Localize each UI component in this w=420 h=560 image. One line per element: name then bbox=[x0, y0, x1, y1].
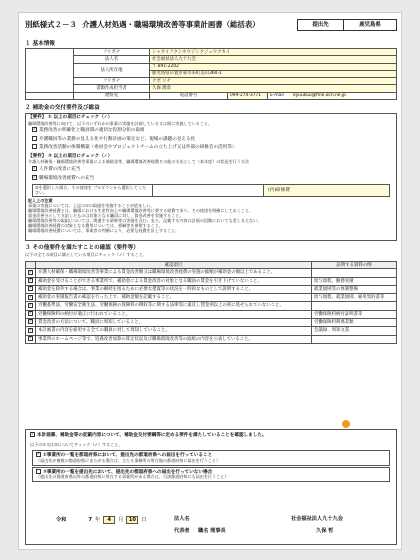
email-label: E-mail bbox=[270, 93, 284, 99]
req1-checkbox-2[interactable] bbox=[32, 136, 37, 141]
form-sheet bbox=[18, 12, 402, 550]
staff-furigana-label: フリガナ bbox=[74, 78, 150, 85]
year-unit: 年 bbox=[95, 517, 101, 523]
confirm-proof: 給与規程、就業規則、雇用契約書等 bbox=[312, 294, 397, 302]
note-line: 事業の実施については、上記の①の取組を実施することが望ましい。 bbox=[28, 203, 155, 209]
req2-item-1[interactable]: ✓ 人件費の改善に充当 bbox=[33, 166, 81, 173]
form-code: 別紙様式２－３ bbox=[25, 20, 77, 29]
corp-name-label: 法人名 bbox=[174, 516, 190, 522]
req2-title: 【要件】 ② 以上の項目にチェック（✓） bbox=[28, 153, 113, 159]
section-3-intro: 以下の全ての項目に満たしている項目にチェック（✓）すること。 bbox=[25, 252, 148, 257]
confirm-checkbox[interactable]: ✓ bbox=[29, 269, 33, 275]
note-line: 賃金改善分として支給したものは対象となる職員に対し、賃金改善を実施すること。 bbox=[28, 213, 184, 219]
furigana-label: フリガナ bbox=[74, 49, 150, 56]
req2-item-2[interactable]: ✓ 職場環境改善経費への充当 bbox=[33, 174, 95, 181]
date-year: 7 bbox=[88, 517, 93, 523]
confirm-table bbox=[25, 261, 397, 344]
option-1-desc: （届出先が複数の都道府県にまたがる場合は、主たる事務所の所在地の都道府県に届出を行うこと） bbox=[36, 457, 221, 463]
req1-item-1[interactable]: ✓ 業務改善の明確化と職員間の適切な役割分担の取組 bbox=[33, 127, 145, 134]
confirm-proof: 就業規則等の体制整備 bbox=[312, 285, 397, 293]
declaration-sub: 以下の①又は②についてチェック（✓）すること。 bbox=[30, 441, 123, 447]
confirm-item: 労働保険料の納付が適正に行われていること。 bbox=[36, 310, 312, 318]
staff-label: 書類作成担当者 bbox=[74, 85, 150, 92]
col-proof: 証明する資料の例 bbox=[312, 262, 397, 269]
declaration-checkbox[interactable]: ✓ bbox=[31, 432, 35, 437]
req1-desc: 職場環境改善等に向けて、以下のいずれかの事業の実施を計画している又は既に実施していること。 bbox=[28, 120, 213, 126]
contact-label: 連絡先 bbox=[74, 92, 150, 99]
confirm-proof: 給与規程、勤務実績 bbox=[312, 277, 397, 285]
usage-label: ②を選択した場合、その使途を プルダウンから選択してください。 bbox=[33, 185, 153, 196]
confirm-checkbox[interactable]: ✓ bbox=[29, 278, 33, 284]
declaration-text[interactable]: ✓ 本計画書、補助金等の記載内容について、補助金交付要綱等に定める要件を満たしていることを確認しました。 bbox=[31, 432, 267, 438]
confirm-item: 補助金を受けることができる事業所で、補助金による賃金改善の対象となる職員の賃金を引き下げていないこと。 bbox=[36, 277, 312, 285]
req1-checkbox-3[interactable] bbox=[32, 144, 37, 149]
rep-label: 代表者 bbox=[174, 528, 190, 534]
confirm-proof: 労働保険料納付証明書等 bbox=[312, 310, 397, 318]
corp-label: 法人名 bbox=[74, 56, 150, 63]
col-confirm-item: 確認項目 bbox=[36, 262, 312, 269]
month-unit: 月 bbox=[118, 517, 124, 523]
confirm-checkbox[interactable]: ✓ bbox=[29, 327, 33, 333]
req1-item-3[interactable]: 業務改善活動の体制構築（委員会やプロジェクトチームの立ち上げ又は外部の研修会の活用等） bbox=[26, 143, 396, 152]
corp-name-value: 社会福祉法人九十九会 bbox=[291, 516, 343, 522]
address-value[interactable]: 鹿児島県日置市東市来町美山360-1 bbox=[150, 70, 397, 77]
declaration-box bbox=[25, 429, 397, 545]
date-day[interactable]: 10 bbox=[126, 516, 138, 524]
confirm-checkbox[interactable]: ✓ bbox=[29, 294, 33, 300]
orange-marker-icon bbox=[342, 420, 350, 428]
req1-checkbox-1[interactable]: ✓ bbox=[33, 127, 37, 133]
req2-checkbox-2[interactable]: ✓ bbox=[33, 174, 37, 180]
option-2-desc: （提出先の都道府県以外の都道府県に所在する事業所がある場合は、当該都道府県にも届出を行うこと） bbox=[36, 474, 229, 480]
staff-furigana-value[interactable]: クボ リナ bbox=[150, 78, 397, 85]
address-label: 法人所在地 bbox=[74, 63, 150, 78]
confirm-item: 労働基準法、労働安全衛生法、労働保険の保険料の徴収等に関する法律等に違反し罰金刑以上の刑に処せられていないこと。 bbox=[36, 302, 312, 310]
req1-title: 【要件】 ① 以上の項目にチェック（✓） bbox=[28, 115, 113, 120]
tel-label: 電話番号 bbox=[150, 92, 228, 99]
confirm-checkbox[interactable]: ✓ bbox=[29, 302, 33, 308]
date-month[interactable]: 4 bbox=[103, 516, 115, 524]
rep-title: 職名 理事長 bbox=[198, 528, 226, 534]
submit-box bbox=[297, 19, 397, 31]
note-line: 職場環境改善経費の対象となる費用については、要綱等を参照すること。 bbox=[28, 222, 164, 228]
note-line: 職場環境改善等の取組については、関連する研修等の実施を含む。また、記載する内容は計画の段階においても差し支えない。 bbox=[28, 217, 262, 223]
confirm-item: 補助金を除外する場合は、事業の継続を図るために必要な措置等の状況を一時的なものとして説明すること。 bbox=[36, 285, 312, 293]
confirm-checkbox[interactable]: ✓ bbox=[29, 336, 33, 342]
confirm-proof bbox=[312, 335, 397, 343]
corp-value[interactable]: 社会福祉法人九十九会 bbox=[150, 56, 397, 63]
confirm-proof bbox=[312, 269, 397, 277]
confirm-item: 補助金の実績報告書の確認を行った上で、補助金額を記載すること。 bbox=[36, 294, 312, 302]
confirm-proof: 労働保険料関係書類 bbox=[312, 318, 397, 326]
section-2-title: ２ 補助金の交付要件及び総益 bbox=[25, 105, 100, 111]
staff-value[interactable]: 久保 理奈 bbox=[150, 85, 397, 92]
note-line: 職場環境改善経費については、事業者の判断により、必要な経費を計上すること。 bbox=[28, 227, 180, 233]
confirm-checkbox[interactable]: ✓ bbox=[29, 319, 33, 325]
confirm-item: 事業所のホームページ等で、処遇改善加算の算定状況及び職場環境改善等の取組の内容を公表していること。 bbox=[36, 335, 312, 343]
confirm-item: 介護人材確保・職場環境改善等事業による賃金改善額又は職場環境改善経費の実施の総額が補助金の額以上であること。 bbox=[36, 269, 312, 277]
usage-select-row bbox=[32, 184, 390, 197]
email-value[interactable]: kyuukuu@fine.ocn.ne.jp bbox=[293, 93, 346, 99]
confirm-item: 本計画書の内容を雇用する全ての職員に対して周知していること。 bbox=[36, 327, 312, 335]
section-3-title: ３ その他要件を満たすことの確認（要件等） bbox=[25, 245, 139, 251]
basic-info-table bbox=[25, 48, 397, 100]
form-header bbox=[25, 21, 397, 37]
option-1[interactable]: ✓ ①事業所の一覧を都道府県において、提出先の都道府県への届出を行っていること （届出先が複数の都道府県にまたがる場合は、主たる事務所の所在地の都道府県に届出を行うこと） bbox=[32, 450, 390, 465]
usage-select[interactable]: (内)研修費 bbox=[263, 185, 389, 196]
req1-item-2[interactable]: 介護職員等の業務の見える化や行動計画の策定など、現場の課題の見える化 bbox=[26, 135, 396, 144]
date-row bbox=[56, 516, 147, 524]
option-2[interactable]: ②事業所の一覧を提出先において、提出先の都道府県への届出を行っていない場合 （提出先の都道府県以外の都道府県に所在する事業所がある場合は、当該都道府県にも届出を行うこと） bbox=[32, 467, 390, 482]
rep-name: 久保 哲 bbox=[316, 528, 334, 534]
req2-checkbox-1[interactable]: ✓ bbox=[33, 166, 37, 172]
submit-value: 鹿児島県 bbox=[359, 22, 381, 28]
furigana-value[interactable]: シャカイフクシホウジンクジュウクカイ bbox=[150, 49, 397, 56]
form-title: 介護人材処遇・職場環境改善等事業計画書（総括表） bbox=[82, 20, 260, 29]
section-1-title: １ 基本情報 bbox=[25, 41, 55, 47]
confirm-item: 賃金改善の方法について、職員に周知していること。 bbox=[36, 318, 312, 326]
option-1-checkbox[interactable]: ✓ bbox=[37, 452, 41, 458]
postal-value[interactable]: 〒 891-2202 bbox=[150, 63, 397, 70]
confirm-proof bbox=[312, 302, 397, 310]
submit-label: 提出先 bbox=[298, 20, 344, 30]
notes-block bbox=[26, 199, 396, 233]
confirm-checkbox[interactable]: ✓ bbox=[29, 311, 33, 317]
note-line: 職場環境改善経費とは、職場における生産性向上や職場環境改善等に要する経費であり、その使途を明確にしておくこと。 bbox=[28, 208, 254, 214]
req2-desc: 介護人材確保・職場環境改善等事業による補助金等、職場環境改善経費その他の支出として（本年度）の状況を行う方法 bbox=[28, 159, 250, 165]
requirements-box bbox=[25, 113, 397, 241]
confirm-proof: 会議録、周知文書 bbox=[312, 327, 397, 335]
confirm-checkbox[interactable]: ✓ bbox=[29, 286, 33, 292]
day-unit: 日 bbox=[141, 517, 147, 523]
date-era: 令和 bbox=[56, 517, 67, 523]
note-heading: 記入上の注意 bbox=[28, 198, 53, 204]
tel-value[interactable]: 099-274-3771 bbox=[228, 92, 268, 99]
